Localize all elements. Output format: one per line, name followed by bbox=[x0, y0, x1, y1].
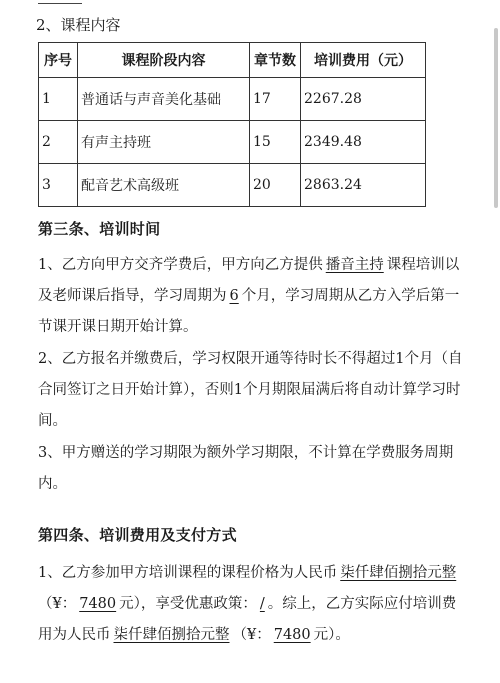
cell-stage: 配音艺术高级班 bbox=[78, 164, 250, 207]
scrollbar[interactable] bbox=[494, 28, 498, 208]
header-fee: 培训费用（元） bbox=[301, 43, 426, 78]
table-row bbox=[39, 78, 426, 121]
article4-paragraph-1: 1、乙方参加甲方培训课程的课程价格为人民币 柒仟肆佰捌拾元整（¥： 7480 元），享受优惠政策： / 。综上，乙方实际应付培训费用为人民币 柒仟肆佰捌拾元整 （¥： 7480 元）。 bbox=[38, 558, 468, 651]
cell-fee: 2863.24 bbox=[301, 164, 426, 207]
policy-field: / bbox=[259, 596, 265, 612]
article4-heading: 第四条、培训费用及支付方式 bbox=[38, 526, 237, 544]
section-title: 2、课程内容 bbox=[36, 16, 121, 34]
course-table bbox=[38, 42, 426, 207]
cell-fee: 2267.28 bbox=[301, 78, 426, 121]
amount-cn2-field: 柒仟肆佰捌拾元整 bbox=[113, 627, 230, 643]
amount-num2-field: 7480 bbox=[273, 627, 311, 643]
header-index: 序号 bbox=[39, 43, 78, 78]
article3-paragraph-3: 3、甲方赠送的学习期限为额外学习期限，不计算在学费服务周期内。 bbox=[38, 445, 454, 492]
cell-chapters: 20 bbox=[250, 164, 301, 207]
header-chapters: 章节数 bbox=[250, 43, 301, 78]
amount-num-field: 7480 bbox=[79, 596, 117, 612]
article3-heading: 第三条、培训时间 bbox=[38, 220, 161, 238]
cell-index: 2 bbox=[39, 121, 78, 164]
cell-chapters: 15 bbox=[250, 121, 301, 164]
header-stage: 课程阶段内容 bbox=[78, 43, 250, 78]
course-name-field: 播音主持 bbox=[325, 257, 384, 273]
table-header-row bbox=[39, 43, 426, 78]
cell-index: 3 bbox=[39, 164, 78, 207]
cell-stage: 普通话与声音美化基础 bbox=[78, 78, 250, 121]
top-divider bbox=[38, 3, 82, 4]
table-row bbox=[39, 121, 426, 164]
article3-paragraph-2: 2、乙方报名并缴费后，学习权限开通等待时长不得超过1个月（自合同签订之日开始计算），否则1个月期限届满后将自动计算学习时间。 bbox=[38, 351, 463, 429]
amount-cn-field: 柒仟肆佰捌拾元整 bbox=[340, 565, 457, 581]
months-field: 6 bbox=[229, 288, 239, 304]
cell-stage: 有声主持班 bbox=[78, 121, 250, 164]
article3-paragraph-1: 1、乙方向甲方交齐学费后，甲方向乙方提供 播音主持 课程培训以及老师课后指导，学习周期为 6 个月，学习周期从乙方入学后第一节课开课日期开始计算。 bbox=[38, 257, 460, 335]
cell-chapters: 17 bbox=[250, 78, 301, 121]
table-row bbox=[39, 164, 426, 207]
cell-fee: 2349.48 bbox=[301, 121, 426, 164]
cell-index: 1 bbox=[39, 78, 78, 121]
